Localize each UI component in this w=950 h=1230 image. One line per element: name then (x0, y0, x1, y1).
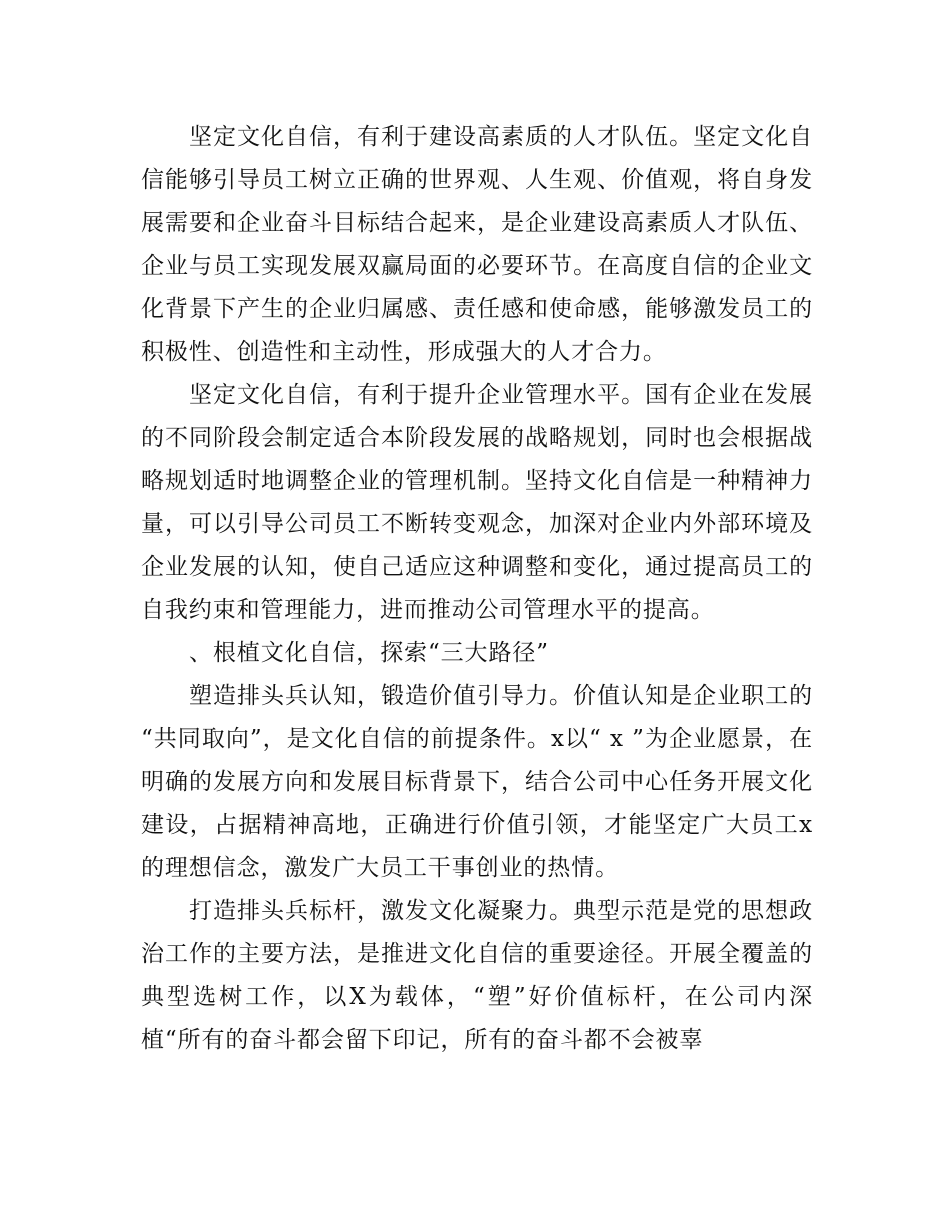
section-heading: 、根植文化自信，探索“三大路径” (189, 640, 549, 666)
document-body (141, 116, 813, 1062)
paragraph-value-guidance: 塑造排头兵认知，锻造价值引导力。价值认知是企业职工的 “共同取向”，是文化自信的前提条件。x以“ x ”为企业愿景，在明确的发展方向和发展目标背景下，结合公司中心任务开展文化建设，占据精神高地，正确进行价值引领，才能坚定广大员工x的理想信念，激发广大员工干事创业的热情。 (141, 683, 813, 881)
paragraph-talent-team: 坚定文化自信，有利于建设高素质的人才队伍。坚定文化自信能够引导员工树立正确的世界观、人生观、价值观，将自身发展需要和企业奋斗目标结合起来，是企业建设高素质人才队伍、企业与员工实现发展双赢局面的必要环节。在高度自信的企业文化背景下产生的企业归属感、责任感和使命感，能够激发员工的积极性、创造性和主动性，形成强大的人才合力。 (141, 124, 813, 365)
paragraph-management-level: 坚定文化自信，有利于提升企业管理水平。国有企业在发展的不同阶段会制定适合本阶段发展的战略规划，同时也会根据战略规划适时地调整企业的管理机制。坚持文化自信是一种精神力量，可以引导公司员工不断转变观念，加深对企业内外部环境及企业发展的认知，使自己适应这种调整和变化，通过提高员工的自我约束和管理能力，进而推动公司管理水平的提高。 (141, 382, 813, 623)
paragraph-cultural-cohesion: 打造排头兵标杆，激发文化凝聚力。典型示范是党的思想政治工作的主要方法，是推进文化自信的重要途径。开展全覆盖的典型选树工作，以X为载体，“塑”好价值标杆，在公司内深植“所有的奋斗都会留下印记，所有的奋斗都不会被辜 (141, 898, 813, 1053)
